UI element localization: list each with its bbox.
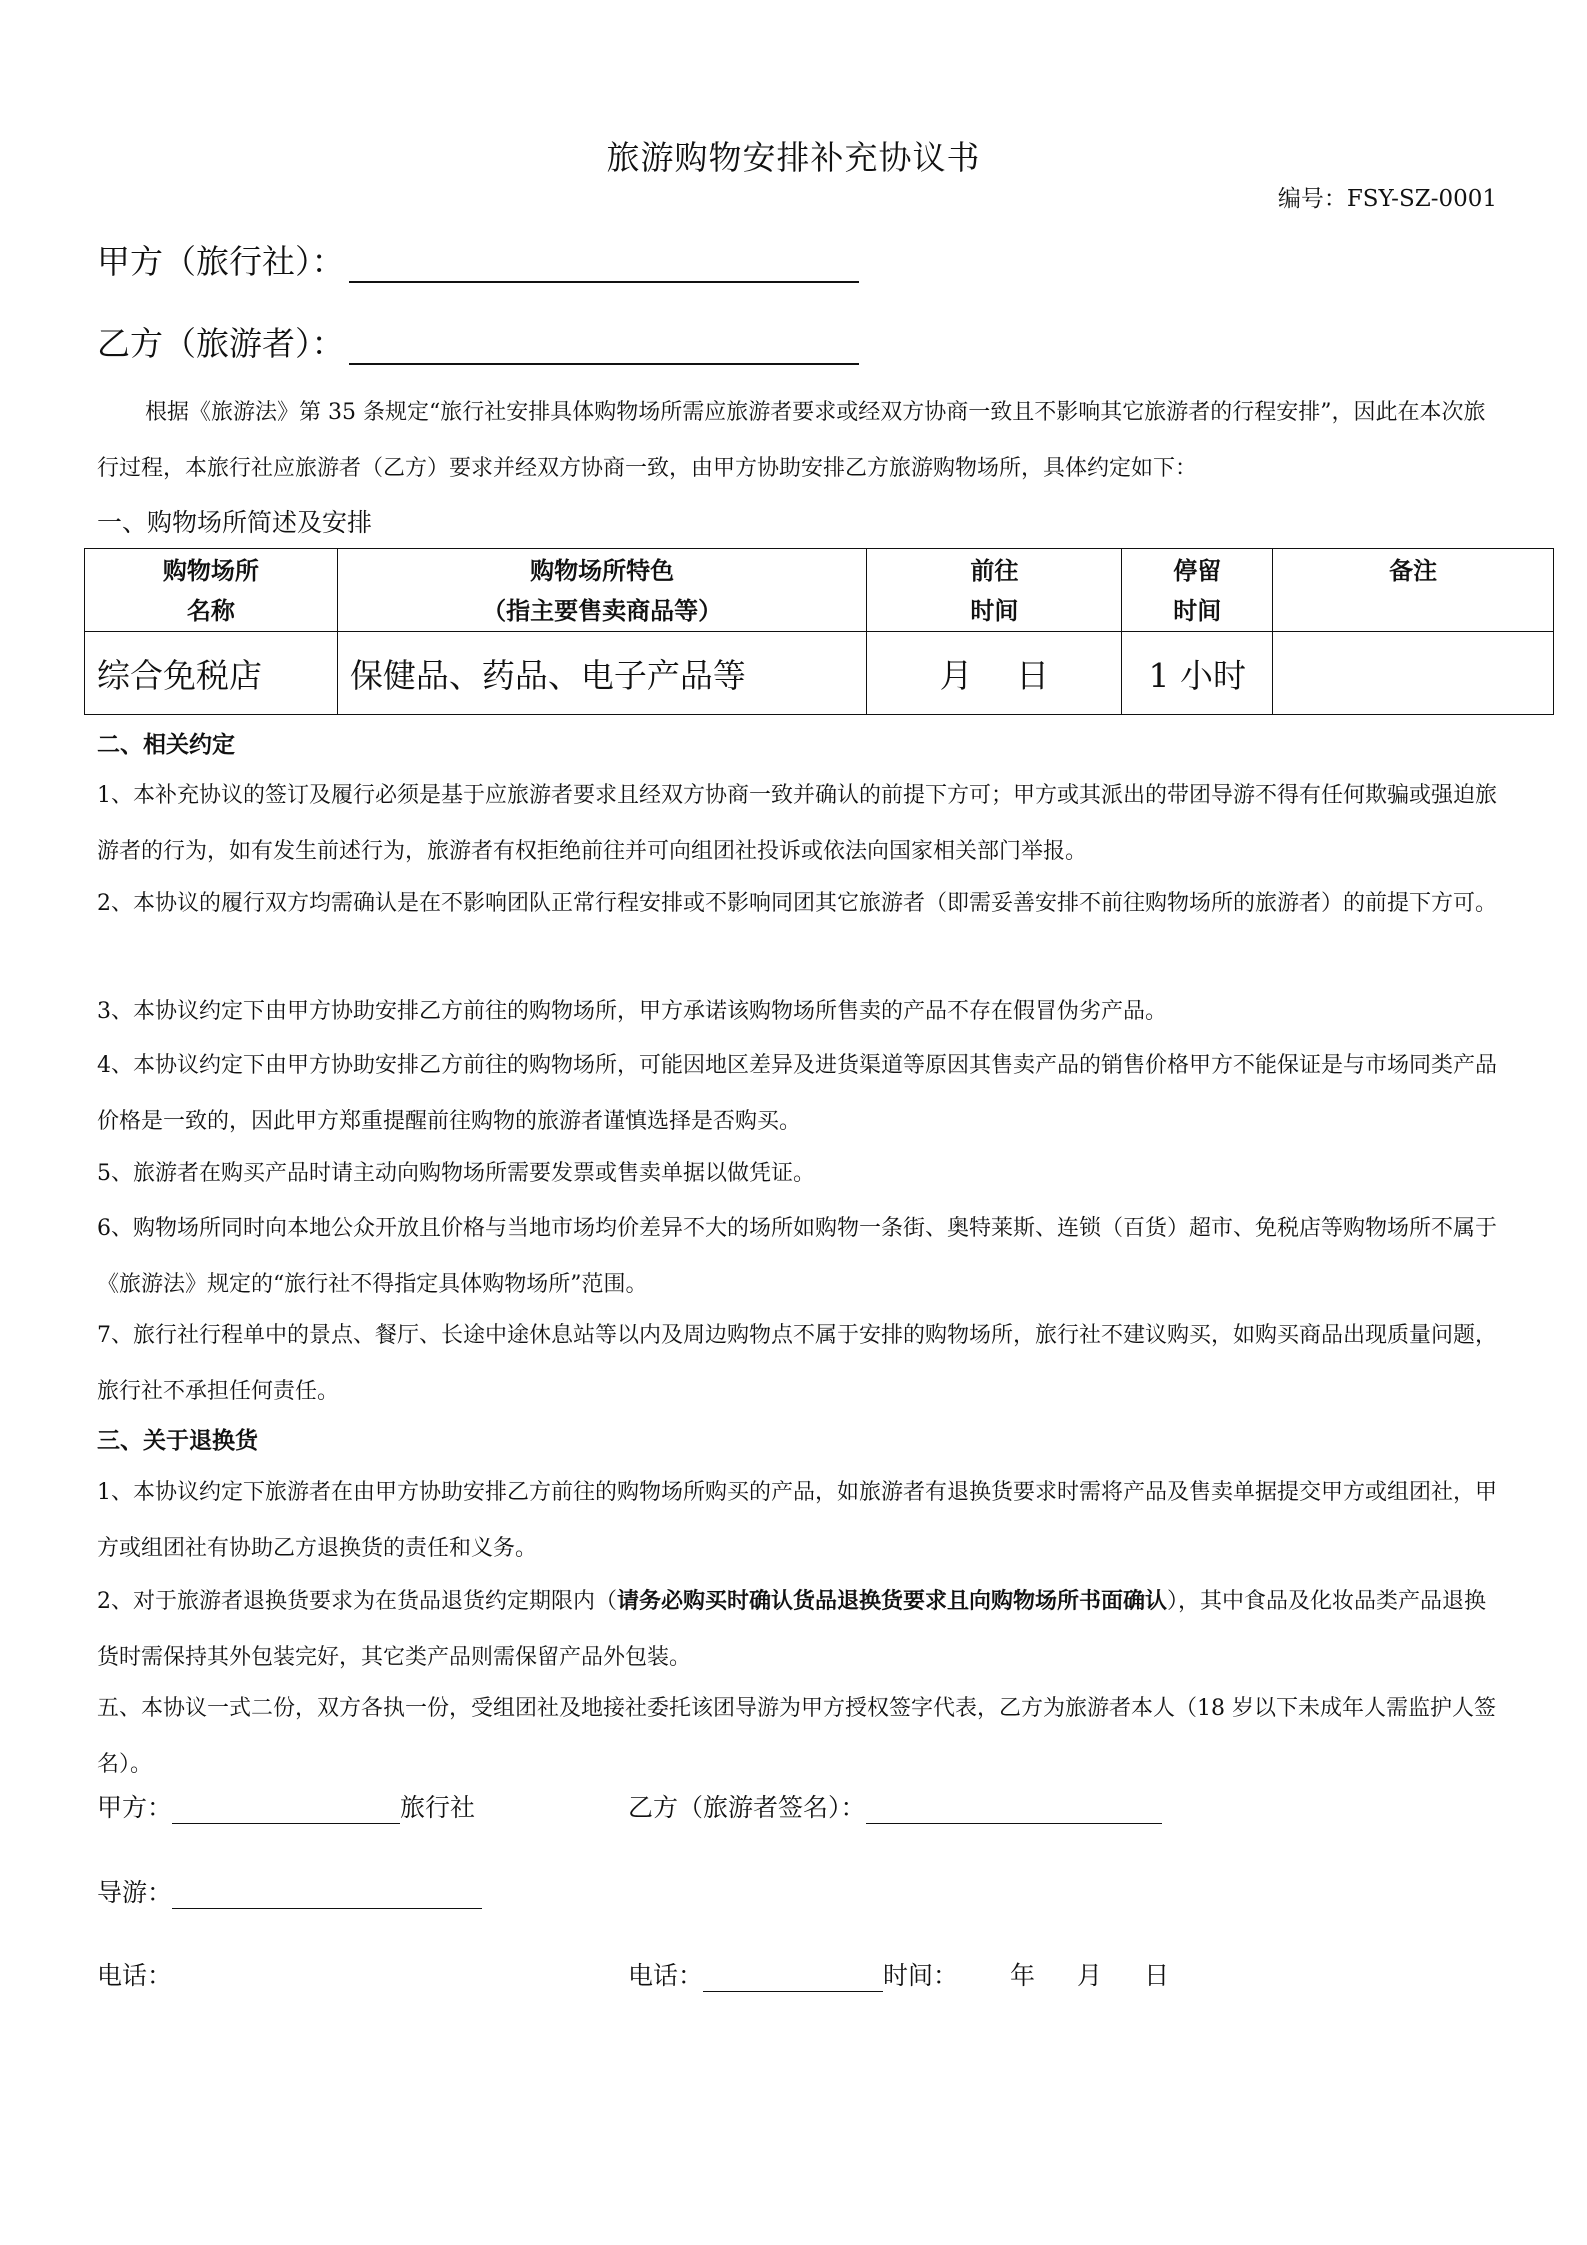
cell-shop-feature: 保健品、药品、电子产品等 [337,632,867,715]
section-5-paragraph: 五、本协议一式二份，双方各执一份，受组团社及地接社委托该团导游为甲方授权签字代表，乙方为旅游者本人（18 岁以下未成年人需监护人签名）。 [97,1696,1496,1777]
phone-b-and-date: 电话： 时间： 年 月 日 [628,1956,1169,1992]
party-a-row [97,236,859,283]
party-b-fill-line [349,329,859,365]
term-1: 1、本补充协议的签订及履行必须是基于应旅游者要求且经双方协商一致并确认的前提下方可；甲方或其派出的带团导游不得有任何欺骗或强迫旅游者的行为，如有发生前述行为，旅游者有权拒绝前往并可向组团社投诉或依法向国家相关部门举报。 [97,783,1498,864]
term-7: 7、旅行社行程单中的景点、餐厅、长途中途休息站等以内及周边购物点不属于安排的购物场所，旅行社不建议购买，如购买商品出现质量问题，旅行社不承担任何责任。 [97,1323,1498,1404]
term-4: 4、本协议约定下由甲方协助安排乙方前往的购物场所，可能因地区差异及进货渠道等原因其售卖产品的销售价格甲方不能保证是与市场同类产品价格是一致的，因此甲方郑重提醒前往购物的旅游者谨慎选择是否购买。 [97,1053,1498,1134]
cell-stay-time: 1 小时 [1122,632,1273,715]
date-month: 月 [1077,1961,1103,1990]
section-3-heading: 三、关于退换货 [97,1427,258,1454]
return-term-2-bold: 请务必购买时确认货品退换货要求且向购物场所书面确认 [617,1588,1168,1614]
cell-remark [1273,632,1554,715]
header-shop-feature: 购物场所特色 （指主要售卖商品等） [337,549,867,632]
term-3: 3、本协议约定下由甲方协助安排乙方前往的购物场所，甲方承诺该购物场所售卖的产品不存在假冒伪劣产品。 [97,999,1168,1024]
shopping-table [84,548,1554,715]
phone-b-line [703,1965,883,1992]
guide-signature: 导游： [97,1873,482,1909]
party-b-sign-line [866,1797,1162,1824]
date-year: 年 [1010,1961,1036,1990]
table-row [85,632,1554,715]
section-2-heading: 二、相关约定 [97,731,235,758]
term-5: 5、旅游者在购买产品时请主动向购物场所需要发票或售卖单据以做凭证。 [97,1161,815,1186]
section-1-heading: 一、购物场所简述及安排 [97,508,373,537]
header-visit-time: 前往 时间 [867,549,1122,632]
party-b-signature: 乙方（旅游者签名）： [628,1788,1162,1824]
party-b-label: 乙方（旅游者）： [97,324,345,363]
cell-shop-name: 综合免税店 [85,632,338,715]
party-a-label: 甲方（旅行社）： [97,242,345,281]
term-2: 2、本协议的履行双方均需确认是在不影响团队正常行程安排或不影响同团其它旅游者（即需妥善安排不前往购物场所的旅游者）的前提下方可。 [97,891,1498,916]
return-term-2: 2、对于旅游者退换货要求为在货品退货约定期限内（请务必购买时确认货品退换货要求且向购物场所书面确认），其中食品及化妆品类产品退换货时需保持其外包装完好，其它类产品则需保留产品外包装。 [97,1588,1487,1670]
header-stay-time: 停留 时间 [1122,549,1273,632]
party-a-sign-line [172,1797,400,1824]
party-b-row [97,318,859,365]
party-a-fill-line [349,247,859,283]
phone-a: 电话： [97,1961,173,1990]
table-header-row [85,549,1554,632]
party-a-signature: 甲方： 旅行社 [97,1793,476,1822]
date-day: 日 [1144,1961,1170,1990]
cell-visit-date: 月 日 [867,632,1122,715]
guide-sign-line [172,1882,482,1909]
header-remark: 备注 [1273,549,1554,632]
document-number: 编号：FSY-SZ-0001 [1277,186,1497,212]
term-6: 6、购物场所同时向本地公众开放且价格与当地市场均价差异不大的场所如购物一条街、奥特莱斯、连锁（百货）超市、免税店等购物场所不属于《旅游法》规定的“旅行社不得指定具体购物场所”范围。 [97,1216,1498,1297]
return-term-1: 1、本协议约定下旅游者在由甲方协助安排乙方前往的购物场所购买的产品，如旅游者有退换货要求时需将产品及售卖单据提交甲方或组团社，甲方或组团社有协助乙方退换货的责任和义务。 [97,1480,1498,1561]
header-shop-name: 购物场所 名称 [85,549,338,632]
document-title: 旅游购物安排补充协议书 [606,138,981,177]
intro-paragraph: 根据《旅游法》第 35 条规定“旅行社安排具体购物场所需应旅游者要求或经双方协商一致且不影响其它旅游者的行程安排”，因此在本次旅行过程，本旅行社应旅游者（乙方）要求并经双方协商一致，由甲方协助安排乙方旅游购物场所，具体约定如下： [97,400,1486,481]
